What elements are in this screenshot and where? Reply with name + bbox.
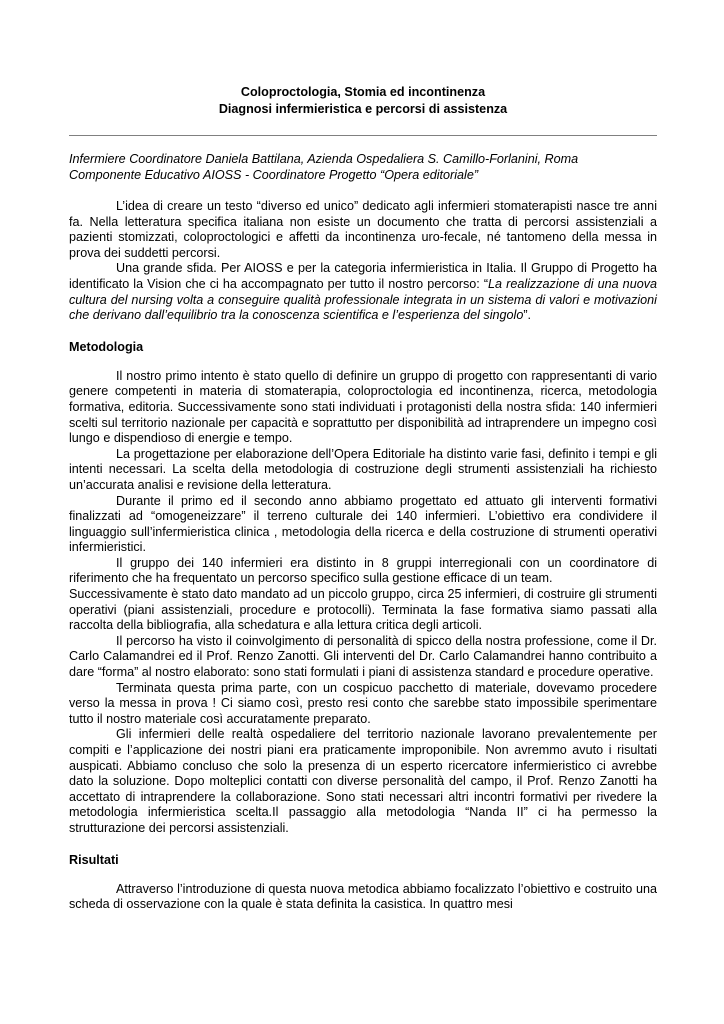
metodologia-paragraph: Il percorso ha visto il coinvolgimento di personalità di spicco della nostra professione, come il Dr. Carlo Calamandrei ed il Prof. Renzo Zanotti. Gli interventi del Dr. Carlo Calamandrei hanno contribuito a dare “forma” al nostro elaborato: sono stati formulati i piani di assistenza standard e procedure operative. bbox=[69, 633, 657, 680]
title-line-1: Coloproctologia, Stomia ed incontinenza bbox=[240, 85, 486, 99]
metodologia-paragraph: Durante il primo ed il secondo anno abbiamo progettato ed attuato gli interventi formativi finalizzati ad “omogeneizzare” il terreno culturale dei 140 infermieri. L’obiettivo era condividere il linguaggio sull’infermieristica clinica , metodologia della ricerca e della costruzione di strumenti operativi infermieristici. bbox=[69, 493, 657, 555]
document-page bbox=[69, 84, 657, 913]
author-line-1: Infermiere Coordinatore Daniela Battilana, Azienda Ospedaliera S. Camillo-Forlanini, Roma bbox=[69, 152, 579, 166]
intro-paragraph-2-start: Una grande sfida. Per AIOSS e per la categoria infermieristica in Italia. Il Gruppo di Progetto ha identificato la Vision che ci ha accompagnato per tutto il nostro percorso: “ bbox=[69, 261, 657, 291]
risultati-paragraph: Attraverso l’introduzione di questa nuova metodica abbiamo focalizzato l’obiettivo e costruito una scheda di osservazione con la quale è stata definita la casistica. In quattro mesi bbox=[69, 881, 657, 912]
vision-quote: La realizzazione di una nuova cultura del nursing volta a conseguire qualità professionale integrata in un sistema di valori e motivazioni che derivano dall’equilibrio tra la conoscenza scientifica e l’esperienza del singolo bbox=[69, 276, 657, 323]
metodologia-paragraph: Terminata questa prima parte, con un cospicuo pacchetto di materiale, dovevamo procedere verso la messa in prova ! Ci siamo così, presto resi conto che sarebbe stato impossibile sperimentare tutto il nostro materiale così accuratamente preparato. bbox=[69, 680, 657, 726]
metodologia-paragraph: Gli infermieri delle realtà ospedaliere del territorio nazionale lavorano prevalentemente per compiti e l’applicazione dei nostri piani era praticamente improponibile. Non avremmo avuto i risultati auspicati. Abbiamo concluso che solo la presenza di un esperto ricercatore infermieristico ci avrebbe dato la soluzione. Dopo molteplici contatti con diverse personalità del campo, il Prof. Renzo Zanotti ha accettato di intraprendere la collaborazione. Sono stati necessari altri incontri formativi per rivedere la metodologia infermieristica scelta.Il passaggio alla metodologia “Nanda II” ci ha permesso la strutturazione dei percorsi assistenziali. bbox=[69, 727, 657, 835]
metodologia-paragraph: La progettazione per elaborazione dell’Opera Editoriale ha distinto varie fasi, definito i tempi e gli intenti necessari. La scelta della metodologia di costruzione degli strumenti assistenziali ha richiesto un’accurata analisi e revisione della letteratura. bbox=[69, 446, 657, 492]
metodologia-paragraph: Il gruppo dei 140 infermieri era distinto in 8 gruppi interregionali con un coordinatore di riferimento che ha frequentato un percorso specifico sulla gestione efficace di un team. bbox=[69, 555, 657, 586]
title-divider bbox=[69, 135, 657, 136]
author-line-2: Componente Educativo AIOSS - Coordinatore Progetto “Opera editoriale” bbox=[69, 168, 479, 182]
section-heading-metodologia: Metodologia bbox=[69, 339, 144, 354]
document-title bbox=[69, 84, 657, 118]
metodologia-paragraph: Successivamente è stato dato mandato ad un piccolo gruppo, circa 25 infermieri, di costruire gli strumenti operativi (piani assistenziali, procedure e protocolli). Terminata la fase formativa siamo passati alla raccolta della bibliografia, alla schedatura e alla lettura critica degli articoli. bbox=[69, 587, 657, 633]
metodologia-paragraph: Il nostro primo intento è stato quello di definire un gruppo di progetto con rappresentanti di vario genere competenti in materia di stomaterapia, coloproctologia ed incontinenza, ricerca, metodologia formativa, editoria. Successivamente sono stati individuati i protagonisti della nostra sfida: 140 infermieri scelti sul territorio nazionale per capacità e soprattutto per disponibilità ad intraprendere un impegno così lungo e dispendioso di energie e tempo. bbox=[69, 368, 657, 446]
intro-paragraph-1: L’idea di creare un testo “diverso ed unico” dedicato agli infermieri stomaterapisti nasce tre anni fa. Nella letteratura specifica italiana non esiste un documento che tratta di percorsi assistenziali a pazienti stomizzati, coloproctologici e affetti da incontinenza uro-fecale, né tantomeno della messa in prova dei suddetti percorsi. bbox=[69, 199, 657, 260]
intro-paragraph-2-end: ”. bbox=[523, 308, 532, 323]
section-heading-risultati: Risultati bbox=[69, 852, 119, 867]
title-line-2: Diagnosi infermieristica e percorsi di assistenza bbox=[218, 102, 508, 116]
author-block bbox=[69, 151, 657, 183]
intro-paragraph-2 bbox=[69, 261, 657, 323]
